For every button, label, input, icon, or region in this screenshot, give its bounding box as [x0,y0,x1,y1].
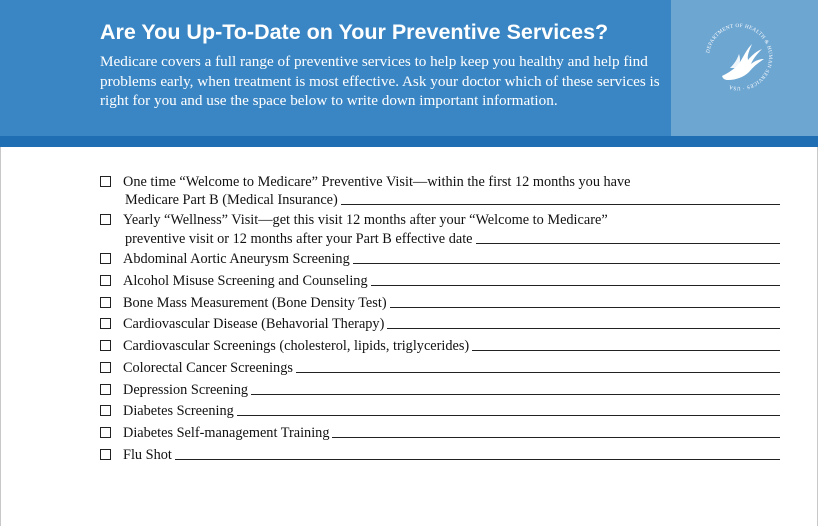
checkbox[interactable] [100,214,111,225]
item-label: Cardiovascular Disease (Behavorial Therapy) [123,316,385,332]
checkbox[interactable] [100,176,111,187]
page-title: Are You Up-To-Date on Your Preventive Services? [100,20,609,44]
writing-line[interactable] [371,285,780,286]
item-writing-row [123,294,780,312]
item-label: Diabetes Screening [123,403,234,419]
checkbox[interactable] [100,253,111,264]
item-label: Depression Screening [123,382,249,398]
item-label-line2: preventive visit or 12 months after your Part B effective date [125,231,473,247]
writing-line[interactable] [341,204,780,205]
header-stripe [0,136,818,147]
item-label: Cardiovascular Screenings (cholesterol, lipids, triglycerides) [123,338,470,354]
item-label: Alcohol Misuse Screening and Counseling [123,273,368,289]
writing-line[interactable] [353,263,780,264]
checkbox[interactable] [100,275,111,286]
item-writing-row [123,381,780,399]
writing-line[interactable] [251,394,780,395]
checkbox[interactable] [100,297,111,308]
checkbox[interactable] [100,318,111,329]
eagle-icon [722,44,764,80]
item-writing-row [123,315,780,333]
intro-paragraph: Medicare covers a full range of preventive services to help keep you healthy and help find problems early, when treatment is most effective. Ask your doctor which of these services is right for you and use the space below to write down important information. [100,53,660,109]
item-writing-row [123,337,780,355]
writing-line[interactable] [175,459,780,460]
item-writing-row [123,272,780,290]
item-writing-row [125,230,780,248]
item-label-line1: One time “Welcome to Medicare” Preventive Visit—within the first 12 months you have [123,174,631,190]
writing-line[interactable] [296,372,780,373]
item-label: Abdominal Aortic Aneurysm Screening [123,251,350,267]
item-label: Diabetes Self-management Training [123,425,330,441]
item-writing-row [123,424,780,442]
item-label-line1: Yearly “Wellness” Visit—get this visit 12 months after your “Welcome to Medicare” [123,212,608,228]
item-writing-row [123,250,780,268]
writing-line[interactable] [390,307,780,308]
writing-line[interactable] [332,437,780,438]
writing-line[interactable] [472,350,780,351]
writing-line[interactable] [476,243,780,244]
item-label-line2: Medicare Part B (Medical Insurance) [125,192,338,208]
checkbox[interactable] [100,405,111,416]
checkbox[interactable] [100,427,111,438]
hhs-eagle-seal-icon [700,18,778,96]
writing-line[interactable] [237,415,780,416]
checkbox[interactable] [100,384,111,395]
writing-line[interactable] [387,328,780,329]
checkbox[interactable] [100,340,111,351]
item-label: Flu Shot [123,447,172,463]
item-writing-row [123,359,780,377]
item-label: Colorectal Cancer Screenings [123,360,293,376]
checkbox[interactable] [100,362,111,373]
item-writing-row [123,402,780,420]
seal-text: DEPARTMENT OF HEALTH & HUMAN SERVICES · USA [705,22,774,92]
item-writing-row [123,446,780,464]
checkbox[interactable] [100,449,111,460]
item-label: Bone Mass Measurement (Bone Density Test) [123,295,387,311]
item-writing-row [125,191,780,209]
